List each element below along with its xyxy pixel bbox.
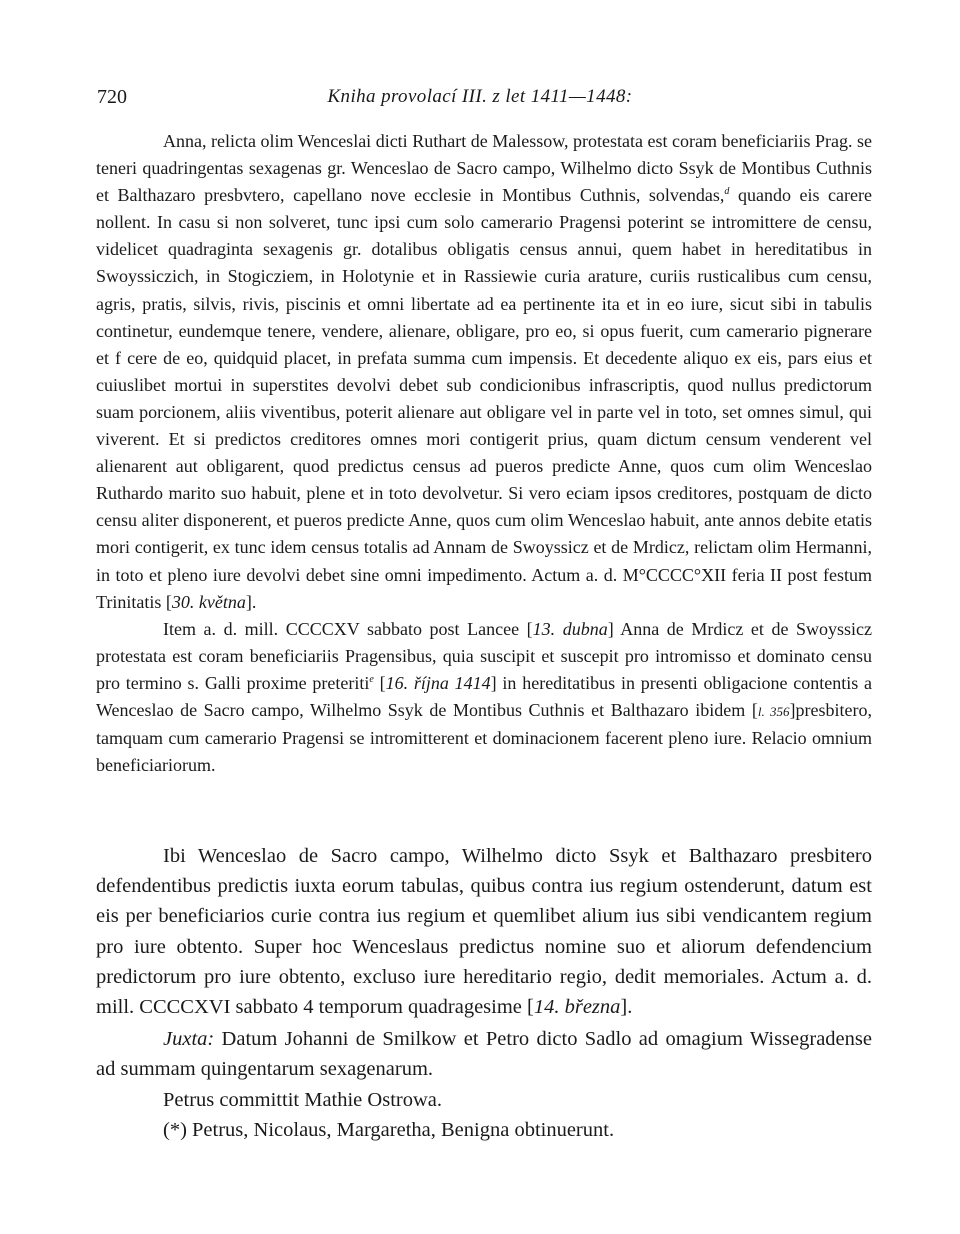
footnote-marker: e: [369, 673, 374, 685]
paragraph-petrus: Petrus committit Mathie Ostrowa.: [163, 1088, 442, 1111]
date-note: 16. října 1414: [385, 672, 491, 693]
date-note: 14. března: [533, 996, 621, 1019]
leaf-note: l. 356: [757, 703, 790, 719]
paragraph-obtinuerunt: (*) Petrus, Nicolaus, Margaretha, Benigna obtinuerunt.: [163, 1118, 615, 1141]
juxta-label: Juxta:: [163, 1028, 215, 1051]
running-head: Kniha provolací III. z let 1411—1448:: [327, 86, 633, 107]
paragraph-item-1415: Item a. d. mill. CCCCXV sabbato post Lancee [13. dubna] Anna de Mrdicz et de Swoyssicz protestata est coram beneficiariis Pragensibus, quia suscipit et suscepit pro intromisso et dominato censu pro termino s. Galli proxime preteriti$^e$ [16. října 1414] in hereditatibus in presenti obligacione contentis a Wenceslao de Sacro campo, Wilhelmo Ssyk de Montibus Cuthnis et Balthazaro ibidem [l. 356]presbitero, tamquam cum camerario Pragensi se intromitterent et dominacionem facerent pleno iure. Relacio omnium beneficiariorum.: [96, 618, 873, 776]
date-note: 13. dubna: [532, 618, 608, 639]
date-note: 30. května: [171, 591, 246, 612]
page-number: 720: [97, 86, 127, 108]
large-text: [96, 841, 872, 1145]
footnote-marker: d: [724, 186, 730, 198]
page-header: [0, 86, 960, 112]
main-text: [96, 128, 872, 779]
paragraph-ibi: Ibi Wenceslao de Sacro campo, Wilhelmo dicto Ssyk et Balthazaro presbitero defendentibus predictis iuxta eorum tabulas, quibus contra ius regium ostenderunt, datum est eis per beneficiarios curie contra ius regium et quemlibet alium ius sibi vendicantem regium pro iure obtento. Super hoc Wenceslaus predictus nomine suo et aliorum defendencium predictorum pro iure obtento, excluso iure hereditario regio, dedit memoriales. Actum a. d. mill. CCCCXVI sabbato 4 temporum quadragesime [14. března].: [96, 845, 872, 1019]
paragraph-juxta: Juxta: Datum Johanni de Smilkow et Petro dicto Sadlo ad omagium Wissegradense ad summam quingentarum sexagenarum.: [96, 1028, 872, 1081]
paragraph-anna-1412: Anna, relicta olim Wenceslai dicti Ruthart de Malessow, protestata est coram beneficiariis Prag. se teneri quadringentas sexagenas gr. Wenceslao de Sacro campo, Wilhelmo dicto Ssyk de Montibus Cuthnis et Balthazaro presbvtero, capellano nove ecclesie in Montibus Cuthnis, solvendas,$^d$ quando eis carere nollent. In casu si non solveret, tunc ipsi cum solo camerario Pragensi poterint se intromittere de censu, videlicet quadraginta sexagenis gr. dotalibus obligatis census annui, quem habet in hereditatibus in Swoyssiczich, in Stogicziem, in Holotynie et in Rassiewie curia arature, curiis rusticalibus cum censu, agris, pratis, silvis, rivis, piscinis et omni libertate ad ea pertinente ita et in eo iure, sicut sibi in tabulis continetur, eundemque tenere, vendere, alienare, obligare, pro eo, si opus fuerit, cum camerario pignerare et f cere de eo, quidquid placet, in prefata summa cum impensis. Et decedente aliquo ex eis, pars eius et cuiuslibet mortui in superstites devolvi debet sub condicionibus infrascriptis, quod nullus predictorum suam porcionem, aliis viventibus, poterit alienare aut obligare vel in parte vel in toto, set omnes simul, qui viverent. Et si predictos creditores omnes mori contigerit prius, quam dictum censum venderent vel alienarent aut obligarent, quod predictus census ad pueros predicte Anne, quos cum olim Wenceslao Ruthardo marito suo habuit, plene et in toto devolvetur. Si vero eciam ipsos creditores, postquam de dicto censu aliter disponerent, et pueros predicte Anne, quos cum olim Wenceslao habuit, ante annos debite etatis mori contigerit, ex tunc idem census totalis ad Annam de Swoyssicz et de Mrdicz, relictam olim Hermanni, in toto et pleno iure devolvi debet sine omni impedimento. Actum a. d. M°CCCC°XII feria II post festum Trinitatis [30. května].: [96, 131, 873, 612]
